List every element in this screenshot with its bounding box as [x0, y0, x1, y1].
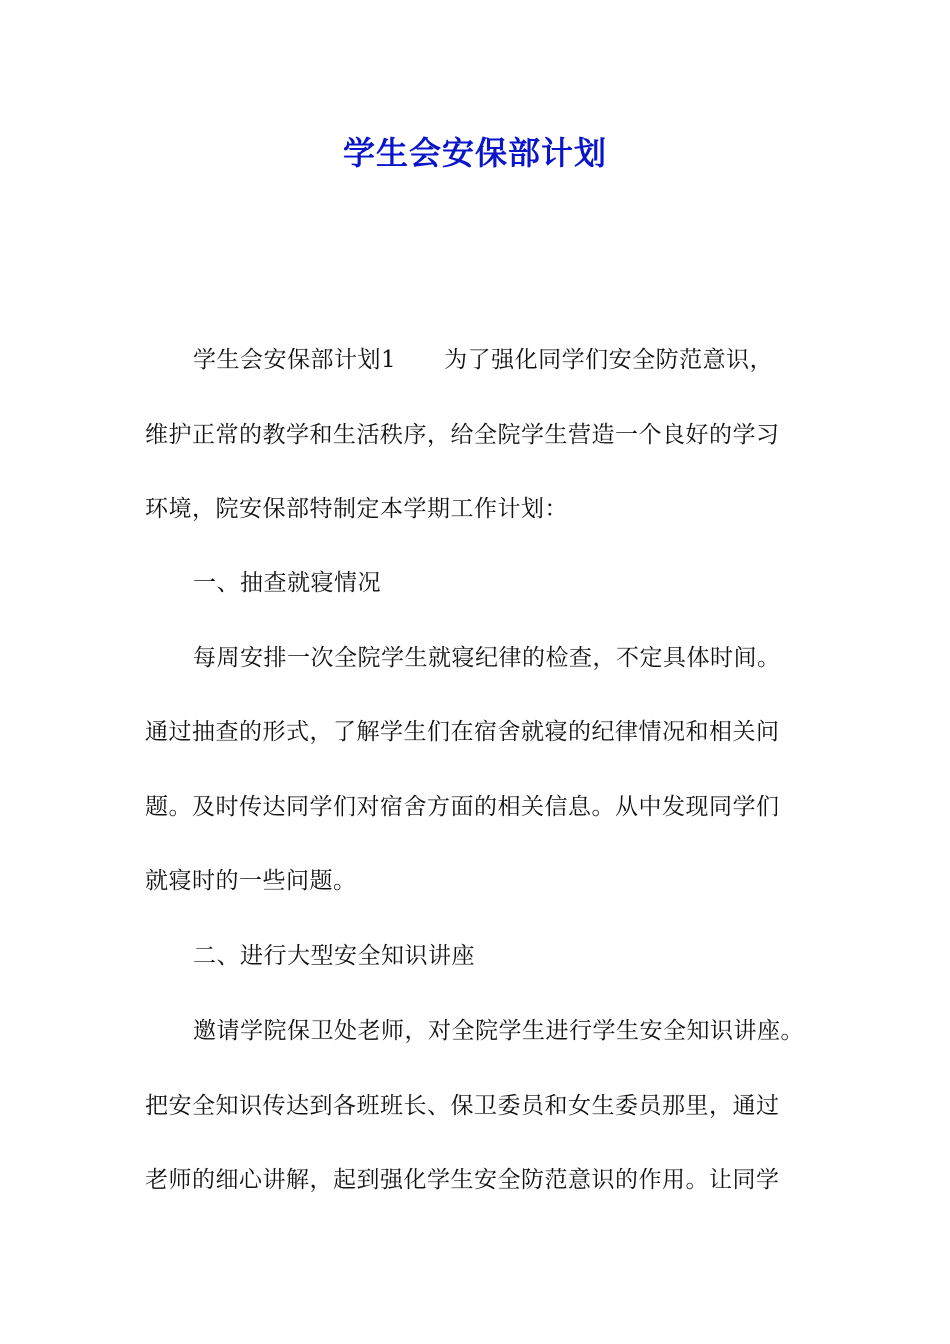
paragraph-line-10: 邀请学院保卫处老师，对全院学生进行学生安全知识讲座。: [193, 1018, 804, 1044]
paragraph-line-1: [193, 345, 773, 375]
document-title: 学生会安保部计划: [342, 134, 607, 172]
paragraph-line-5: 每周安排一次全院学生就寝纪律的检查，不定具体时间。: [193, 645, 781, 671]
paragraph-line-11: 把安全知识传达到各班班长、保卫委员和女生委员那里，通过: [145, 1093, 780, 1119]
paragraph-line-2: 维护正常的教学和生活秩序，给全院学生营造一个良好的学习: [145, 422, 780, 448]
paragraph-line-7: 题。及时传达同学们对宿舍方面的相关信息。从中发现同学们: [145, 794, 780, 820]
paragraph-line-8: 就寝时的一些问题。: [145, 868, 357, 894]
paragraph-line-6: 通过抽查的形式，了解学生们在宿舍就寝的纪律情况和相关问: [145, 719, 780, 745]
section-heading-1: 一、抽查就寝情况: [193, 570, 381, 596]
section-heading-2: 二、进行大型安全知识讲座: [193, 943, 475, 969]
plan-heading-text: 学生会安保部计划1: [193, 347, 397, 373]
paragraph-line-3: 环境，院安保部特制定本学期工作计划：: [145, 496, 568, 522]
paragraph-line-12: 老师的细心讲解，起到强化学生安全防范意识的作用。让同学: [145, 1167, 780, 1193]
intro-text: 为了强化同学们安全防范意识，: [444, 347, 774, 373]
